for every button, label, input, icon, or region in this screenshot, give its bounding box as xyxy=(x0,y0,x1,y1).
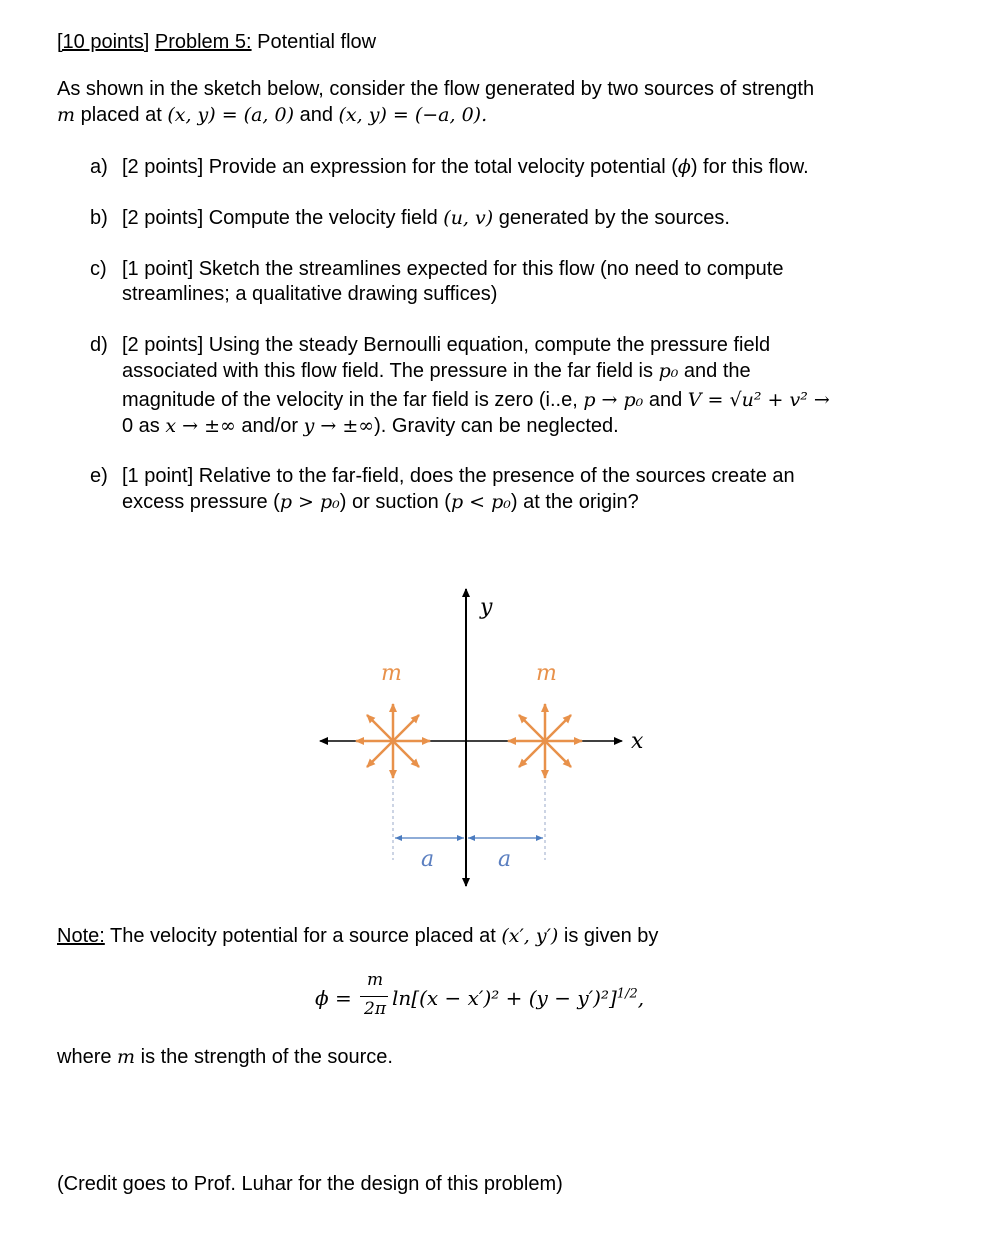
part-e-l2-math1: p > p₀ xyxy=(279,491,340,513)
part-d-label: d) xyxy=(90,334,108,356)
part-b-pre: [2 points] Compute the velocity field xyxy=(122,207,444,229)
part-a-math: ϕ xyxy=(677,156,691,178)
note-post: is given by xyxy=(558,925,659,947)
part-e-l2-pre: excess pressure ( xyxy=(122,491,280,513)
part-d-l2-pre: associated with this flow field. The pressure in the far field is xyxy=(122,360,659,382)
where-line xyxy=(57,1046,393,1069)
formula-denominator: 2π xyxy=(364,999,386,1019)
part-d-l2-math: p₀ xyxy=(658,360,679,382)
part-d-l4-math2: y → ±∞ xyxy=(303,415,375,437)
source-left-strength-label: m xyxy=(381,661,402,686)
part-d-l2-post: and the xyxy=(678,360,751,382)
credit-line: (Credit goes to Prof. Luhar for the design of this problem) xyxy=(57,1173,563,1195)
y-axis-label: y xyxy=(480,595,493,620)
title-problem: Problem 5: xyxy=(154,31,252,53)
part-d-l4-pre: 0 as xyxy=(122,415,166,437)
part-e-line-1: [1 point] Relative to the far-field, does the presence of the sources create an xyxy=(122,465,795,487)
formula-end: , xyxy=(637,986,645,1010)
note-label: Note: xyxy=(57,925,105,947)
formula-rhs xyxy=(392,986,644,1010)
part-b-math: (u, v) xyxy=(443,207,494,229)
source-right xyxy=(508,704,582,778)
part-d-l3-math1: p → p₀ xyxy=(583,389,644,411)
where-m: m xyxy=(117,1046,136,1068)
part-d-line-1: [2 points] Using the steady Bernoulli equation, compute the pressure field xyxy=(122,334,771,356)
x-axis-label: x xyxy=(631,729,644,754)
part-c-line-1: [1 point] Sketch the streamlines expected for this flow (no need to compute xyxy=(122,258,784,280)
part-e-l2-post: ) at the origin? xyxy=(510,491,639,513)
formula-rhs-body: ln[(x − x′)² + (y − y′)²] xyxy=(392,986,617,1010)
part-d-l3-mid: and xyxy=(643,389,688,411)
title-points: [10 points] xyxy=(57,31,150,53)
intro-text-a: placed at xyxy=(75,104,168,126)
part-d-l4-post: ). Gravity can be neglected. xyxy=(374,415,619,437)
part-e-l2-math2: p < p₀ xyxy=(450,491,511,513)
note-math: (x′, y′) xyxy=(501,925,559,947)
part-c-label: c) xyxy=(90,258,107,280)
part-d-l3-math2: V = √u² + v² → xyxy=(687,389,830,411)
part-a-pre: [2 points] Provide an expression for the total velocity potential ( xyxy=(122,156,678,178)
part-e-label: e) xyxy=(90,465,108,487)
formula-exponent: 1/2 xyxy=(616,986,638,1002)
part-d-l3-pre: magnitude of the velocity in the far field is zero (i..e, xyxy=(122,389,584,411)
part-a-label: a) xyxy=(90,156,108,178)
part-b-post: generated by the sources. xyxy=(493,207,730,229)
formula-lhs: ϕ = xyxy=(315,986,352,1010)
part-e-l2-mid: ) or suction ( xyxy=(339,491,451,513)
formula-numerator: m xyxy=(366,970,384,990)
part-a-post: ) for this flow. xyxy=(690,156,809,178)
source-right-strength-label: m xyxy=(536,661,557,686)
formula-fraction-bar xyxy=(360,996,388,997)
distance-left-label: a xyxy=(421,847,435,872)
title-topic: Potential flow xyxy=(257,31,377,53)
where-pre: where xyxy=(57,1046,118,1068)
part-c-line-2: streamlines; a qualitative drawing suffices) xyxy=(122,283,498,305)
intro-text-b: and xyxy=(294,104,339,126)
intro-m: m xyxy=(57,104,76,126)
part-d-l4-mid: and/or xyxy=(235,415,304,437)
note-pre: The velocity potential for a source placed at xyxy=(104,925,502,947)
source-left xyxy=(356,704,430,778)
intro-math-2: (x, y) = (−a, 0). xyxy=(338,104,488,126)
note-line xyxy=(57,925,658,948)
intro-line-1: As shown in the sketch below, consider the flow generated by two sources of strength xyxy=(57,78,815,100)
where-post: is the strength of the source. xyxy=(135,1046,393,1068)
part-b-label: b) xyxy=(90,207,108,229)
intro-math-1: (x, y) = (a, 0) xyxy=(167,104,295,126)
part-d-l4-math1: x → ±∞ xyxy=(165,415,236,437)
distance-right-label: a xyxy=(498,847,512,872)
